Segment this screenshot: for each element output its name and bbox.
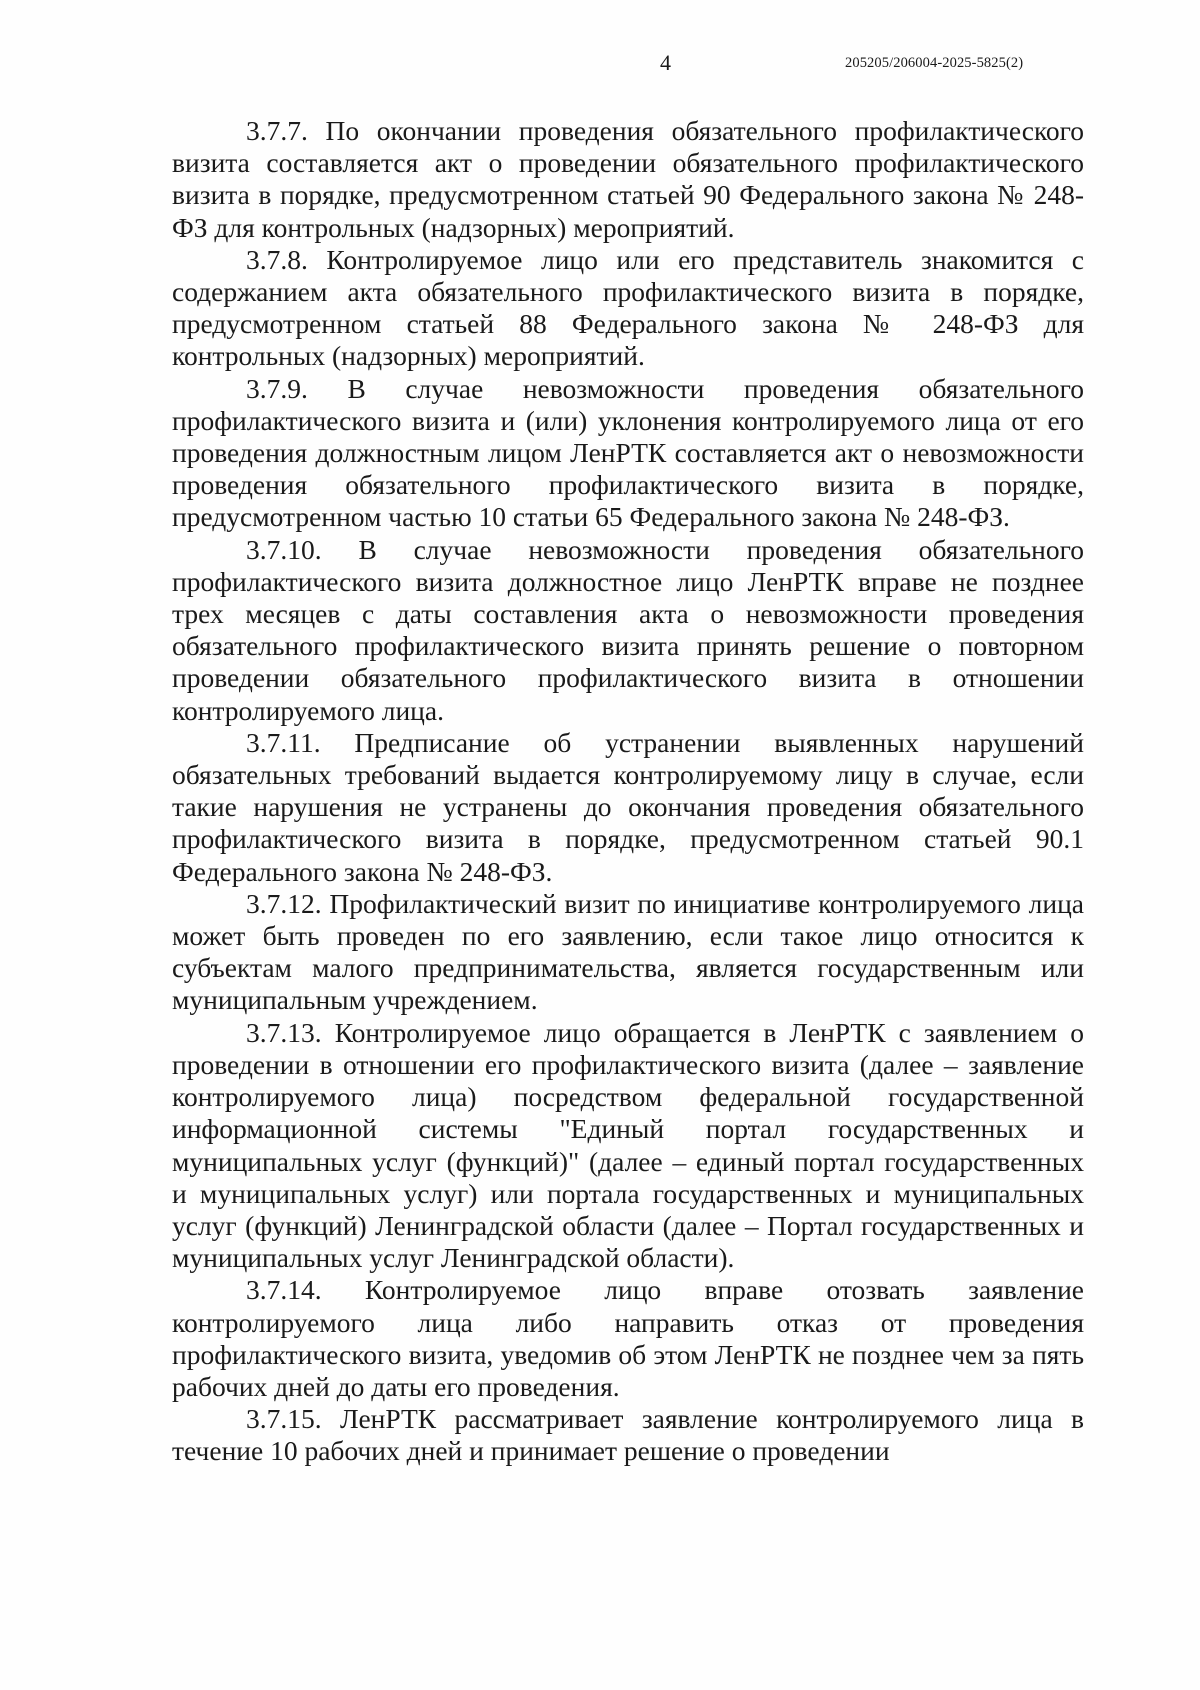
paragraph-3-7-7: 3.7.7. По окончании проведения обязательного профилактического визита составляется акт о проведении обязательного профилактического визита в порядке, предусмотренном статьей 90 Федерального закона № 248-ФЗ для контрольных (надзорных) мероприятий. <box>172 115 1084 243</box>
paragraph-3-7-15: 3.7.15. ЛенРТК рассматривает заявление контролируемого лица в течение 10 рабочих дней и принимает решение о проведении <box>172 1403 1084 1467</box>
paragraph-3-7-8: 3.7.8. Контролируемое лицо или его представитель знакомится с содержанием акта обязательного профилактического визита в порядке, предусмотренном статьей 88 Федерального закона № 248-ФЗ для контрольных (надзорных) мероприятий. <box>172 243 1084 372</box>
paragraph-3-7-9: 3.7.9. В случае невозможности проведения обязательного профилактического визита и (или) уклонения контролируемого лица от его проведения должностным лицом ЛенРТК составляется акт о невозможности проведения обязательного профилактического визита в порядке, предусмотренном частью 10 статьи 65 Федерального закона № 248-ФЗ. <box>172 372 1084 533</box>
document-body <box>172 115 1084 1468</box>
page-number: 4 <box>660 50 671 75</box>
paragraph-3-7-10: 3.7.10. В случае невозможности проведения обязательного профилактического визита должностное лицо ЛенРТК вправе не позднее трех месяцев с даты составления акта о невозможности проведения обязательного профилактического визита принять решение о повторном проведении обязательного профилактического визита в отношении контролируемого лица. <box>172 533 1084 726</box>
paragraph-3-7-13: 3.7.13. Контролируемое лицо обращается в ЛенРТК с заявлением о проведении в отношении его профилактического визита (далее – заявление контролируемого лица) посредством федеральной государственной информационной системы "Единый портал государственных и муниципальных услуг (функций)" (далее – единый портал государственных и муниципальных услуг) или портала государственных и муниципальных услуг (функций) Ленинградской области (далее – Портал государственных и муниципальных услуг Ленинградской области). <box>172 1016 1084 1274</box>
paragraph-3-7-14: 3.7.14. Контролируемое лицо вправе отозвать заявление контролируемого лица либо направить отказ от проведения профилактического визита, уведомив об этом ЛенРТК не позднее чем за пять рабочих дней до даты его проведения. <box>172 1274 1084 1402</box>
document-id: 205205/206004-2025-5825(2) <box>845 55 1024 71</box>
paragraph-3-7-12: 3.7.12. Профилактический визит по инициативе контролируемого лица может быть проведен по его заявлению, если такое лицо относится к субъектам малого предпринимательства, является государственным или муниципальным учреждением. <box>172 887 1084 1016</box>
paragraph-3-7-11: 3.7.11. Предписание об устранении выявленных нарушений обязательных требований выдается контролируемому лицу в случае, если такие нарушения не устранены до окончания проведения обязательного профилактического визита в порядке, предусмотренном статьей 90.1 Федерального закона № 248-ФЗ. <box>172 726 1084 887</box>
